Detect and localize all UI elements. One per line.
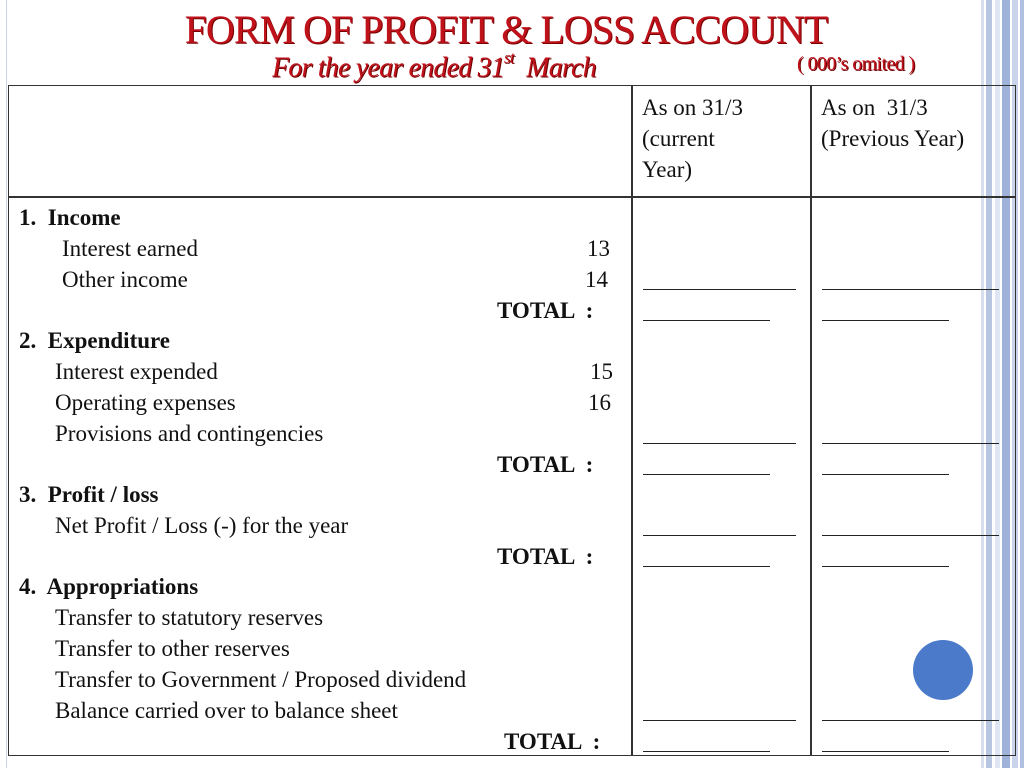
row-label: Transfer to Government / Proposed dividend bbox=[55, 667, 467, 692]
section-heading-income: 1. Income bbox=[19, 205, 121, 230]
column-header-previous: As on 31/3 (Previous Year) bbox=[821, 95, 965, 151]
blank-line bbox=[822, 474, 949, 475]
blank-line bbox=[643, 443, 796, 444]
blank-line bbox=[643, 474, 770, 475]
schedule-number: 14 bbox=[585, 267, 608, 292]
blank-line bbox=[822, 720, 999, 721]
left-border-rule bbox=[6, 0, 7, 768]
page-title: FORM OF PROFIT & LOSS ACCOUNT bbox=[184, 7, 828, 52]
blank-line bbox=[643, 720, 796, 721]
row-label: Operating expenses bbox=[55, 390, 236, 415]
blank-line bbox=[643, 535, 796, 536]
page-subtitle: For the year ended 31st March bbox=[272, 48, 596, 84]
blank-line bbox=[822, 535, 999, 536]
total-label: TOTAL : bbox=[504, 729, 601, 754]
row-label: Net Profit / Loss (-) for the year bbox=[55, 513, 349, 538]
blank-line bbox=[822, 566, 949, 567]
blank-line bbox=[822, 320, 949, 321]
column-header-current: As on 31/3 (current Year) bbox=[642, 95, 743, 182]
row-label: Balance carried over to balance sheet bbox=[55, 698, 398, 723]
column-divider-current bbox=[631, 86, 633, 755]
section-heading-profit: 3. Profit / loss bbox=[19, 482, 159, 507]
total-label: TOTAL : bbox=[497, 452, 594, 477]
units-note: ( 000’s omited ) bbox=[797, 53, 915, 75]
blank-line bbox=[643, 320, 770, 321]
row-label: Other income bbox=[62, 267, 188, 292]
blank-line bbox=[822, 751, 949, 752]
row-label: Interest earned bbox=[62, 236, 199, 261]
column-divider-previous bbox=[810, 86, 812, 755]
schedule-number: 16 bbox=[588, 390, 611, 415]
section-heading-appropriations: 4. Appropriations bbox=[19, 574, 199, 599]
blank-line bbox=[822, 443, 999, 444]
blank-line bbox=[643, 751, 770, 752]
blank-line bbox=[822, 289, 999, 290]
profit-loss-table bbox=[8, 85, 1016, 756]
row-label: Transfer to statutory reserves bbox=[55, 605, 324, 630]
stripe bbox=[1020, 0, 1024, 768]
row-label: Provisions and contingencies bbox=[55, 421, 324, 446]
total-label: TOTAL : bbox=[497, 544, 594, 569]
decorative-circle bbox=[913, 640, 973, 700]
schedule-number: 15 bbox=[590, 359, 613, 384]
blank-line bbox=[643, 289, 796, 290]
total-label: TOTAL : bbox=[497, 298, 594, 323]
row-label: Interest expended bbox=[55, 359, 218, 384]
header-divider bbox=[9, 196, 1015, 198]
row-label: Transfer to other reserves bbox=[55, 636, 290, 661]
schedule-number: 13 bbox=[587, 236, 610, 261]
blank-line bbox=[643, 566, 770, 567]
section-heading-expenditure: 2. Expenditure bbox=[19, 328, 171, 353]
